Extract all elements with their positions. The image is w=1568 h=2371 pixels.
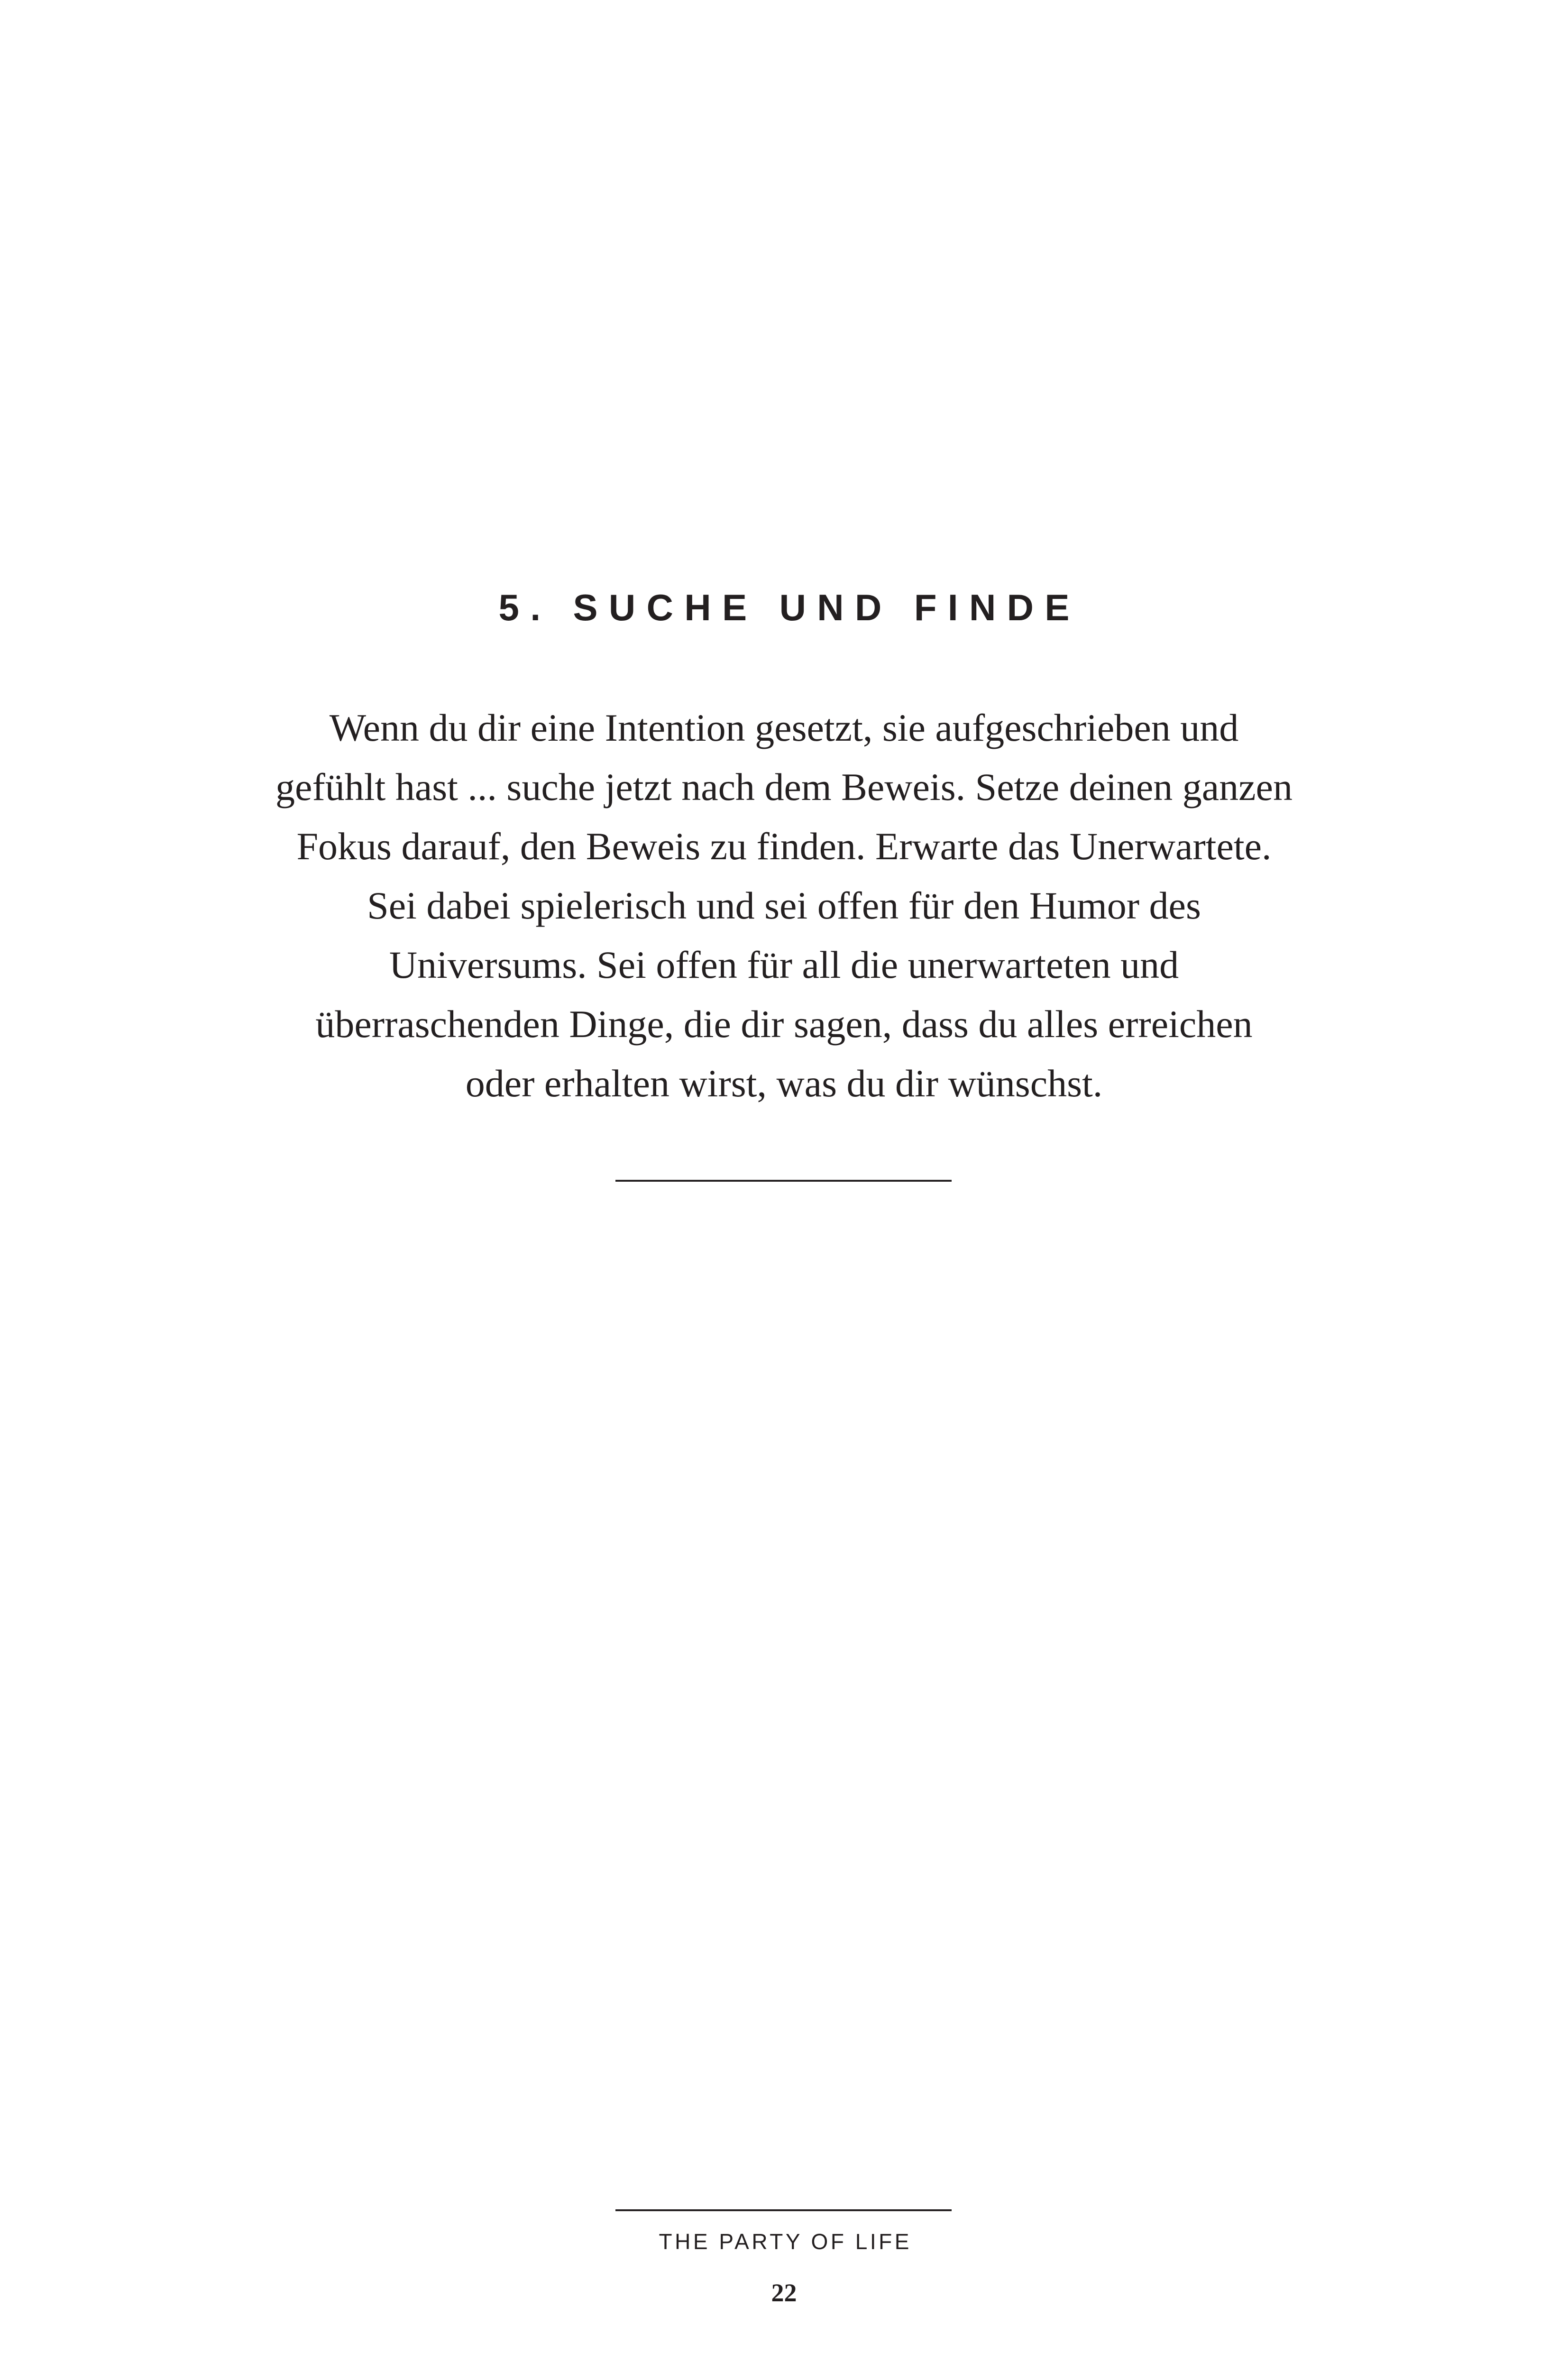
body-line-7: oder erhalten wirst, was du dir wünschst. — [465, 1062, 1103, 1105]
body-line-4: Sei dabei spielerisch und sei offen für den Humor des — [367, 884, 1201, 927]
body-line-6: überraschenden Dinge, die dir sagen, dass du alles erreichen — [315, 1002, 1253, 1046]
footer-book-title: THE PARTY OF LIFE — [659, 2229, 912, 2254]
body-line-1: Wenn du dir eine Intention gesetzt, sie aufgeschrieben und — [329, 706, 1239, 749]
body-line-2: gefühlt hast ... suche jetzt nach dem Beweis. Setze deinen ganzen — [275, 765, 1293, 809]
body-line-5: Universums. Sei offen für all die unerwarteten und — [389, 943, 1179, 986]
page-number: 22 — [771, 2279, 797, 2307]
body-line-3: Fokus darauf, den Beweis zu finden. Erwarte das Unerwartete. — [296, 825, 1272, 868]
footer-divider — [615, 2209, 952, 2211]
section-heading: 5. SUCHE UND FINDE — [498, 587, 1081, 628]
section-body-paragraph — [204, 698, 1364, 1113]
section-end-divider — [615, 1180, 952, 1182]
